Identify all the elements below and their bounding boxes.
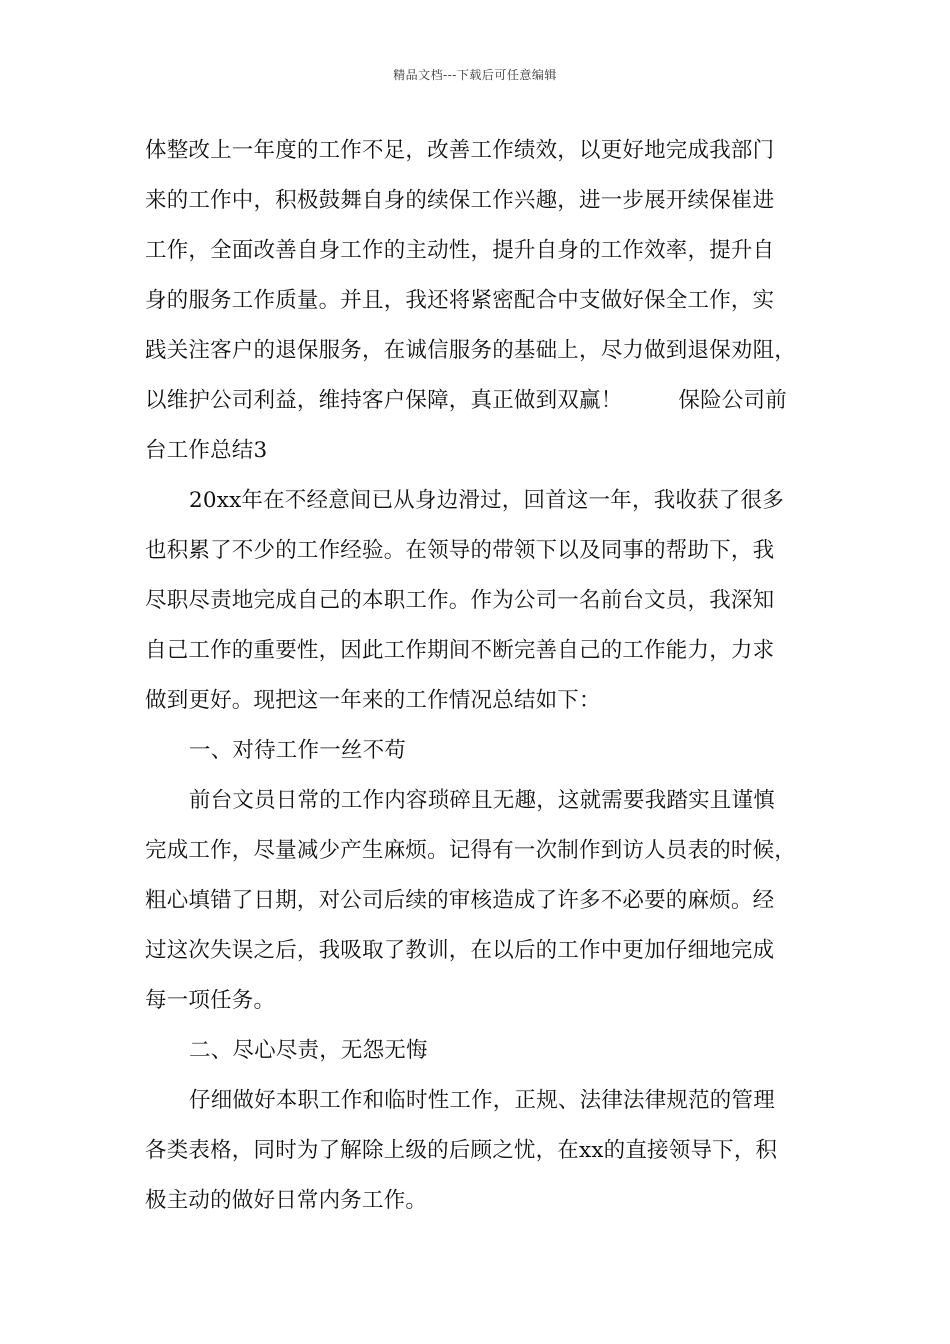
document-body xyxy=(145,126,817,1226)
page-header: 精品文档---下载后可任意编辑 xyxy=(393,68,557,82)
text-line: 粗心填错了日期，对公司后续的审核造成了许多不必要的麻烦。经 xyxy=(145,888,775,913)
text-line: 各类表格，同时为了解除上级的后顾之忧，在xx的直接领导下，积 xyxy=(145,1138,778,1163)
text-line: 过这次失误之后，我吸取了教训，在以后的工作中更加仔细地完成 xyxy=(145,938,775,963)
paragraph-start: 仔细做好本职工作和临时性工作，正规、法律法律规范的管理 xyxy=(189,1088,775,1113)
text-line: 尽职尽责地完成自己的本职工作。作为公司一名前台文员，我深知 xyxy=(145,588,775,613)
text-line: 践关注客户的退保服务，在诚信服务的基础上，尽力做到退保劝阻， xyxy=(145,338,797,363)
section-title-start: 保险公司前 xyxy=(678,388,787,413)
paragraph-start: 前台文员日常的工作内容琐碎且无趣，这就需要我踏实且谨慎 xyxy=(189,788,775,813)
text-line: 每一项任务。 xyxy=(145,988,276,1013)
text-line: 极主动的做好日常内务工作。 xyxy=(145,1188,428,1213)
text-line: 来的工作中，积极鼓舞自身的续保工作兴趣，进一步展开续保崔进 xyxy=(145,188,775,213)
text-line: 体整改上一年度的工作不足，改善工作绩效，以更好地完成我部门 xyxy=(145,138,775,163)
text-line: 自己工作的重要性，因此工作期间不断完善自己的工作能力，力求 xyxy=(145,638,775,663)
text-line: 工作，全面改善自身工作的主动性，提升自身的工作效率，提升自 xyxy=(145,238,775,263)
text-line: 也积累了不少的工作经验。在领导的带领下以及同事的帮助下，我 xyxy=(145,538,775,563)
subheading: 一、对待工作一丝不苟 xyxy=(189,738,407,763)
paragraph-start: 20xx年在不经意间已从身边滑过，回首这一年，我收获了很多 xyxy=(189,488,784,513)
section-title-end: 台工作总结3 xyxy=(145,438,268,463)
text-line: 完成工作，尽量减少产生麻烦。记得有一次制作到访人员表的时候， xyxy=(145,838,797,863)
text-line xyxy=(145,376,817,426)
subheading: 二、尽心尽责，无怨无悔 xyxy=(189,1038,428,1063)
text-segment: 以维护公司利益，维持客户保障，真正做到双赢！ xyxy=(145,388,623,413)
text-line: 做到更好。现把这一年来的工作情况总结如下： xyxy=(145,688,601,713)
text-line: 身的服务工作质量。并且，我还将紧密配合中支做好保全工作，实 xyxy=(145,288,775,313)
